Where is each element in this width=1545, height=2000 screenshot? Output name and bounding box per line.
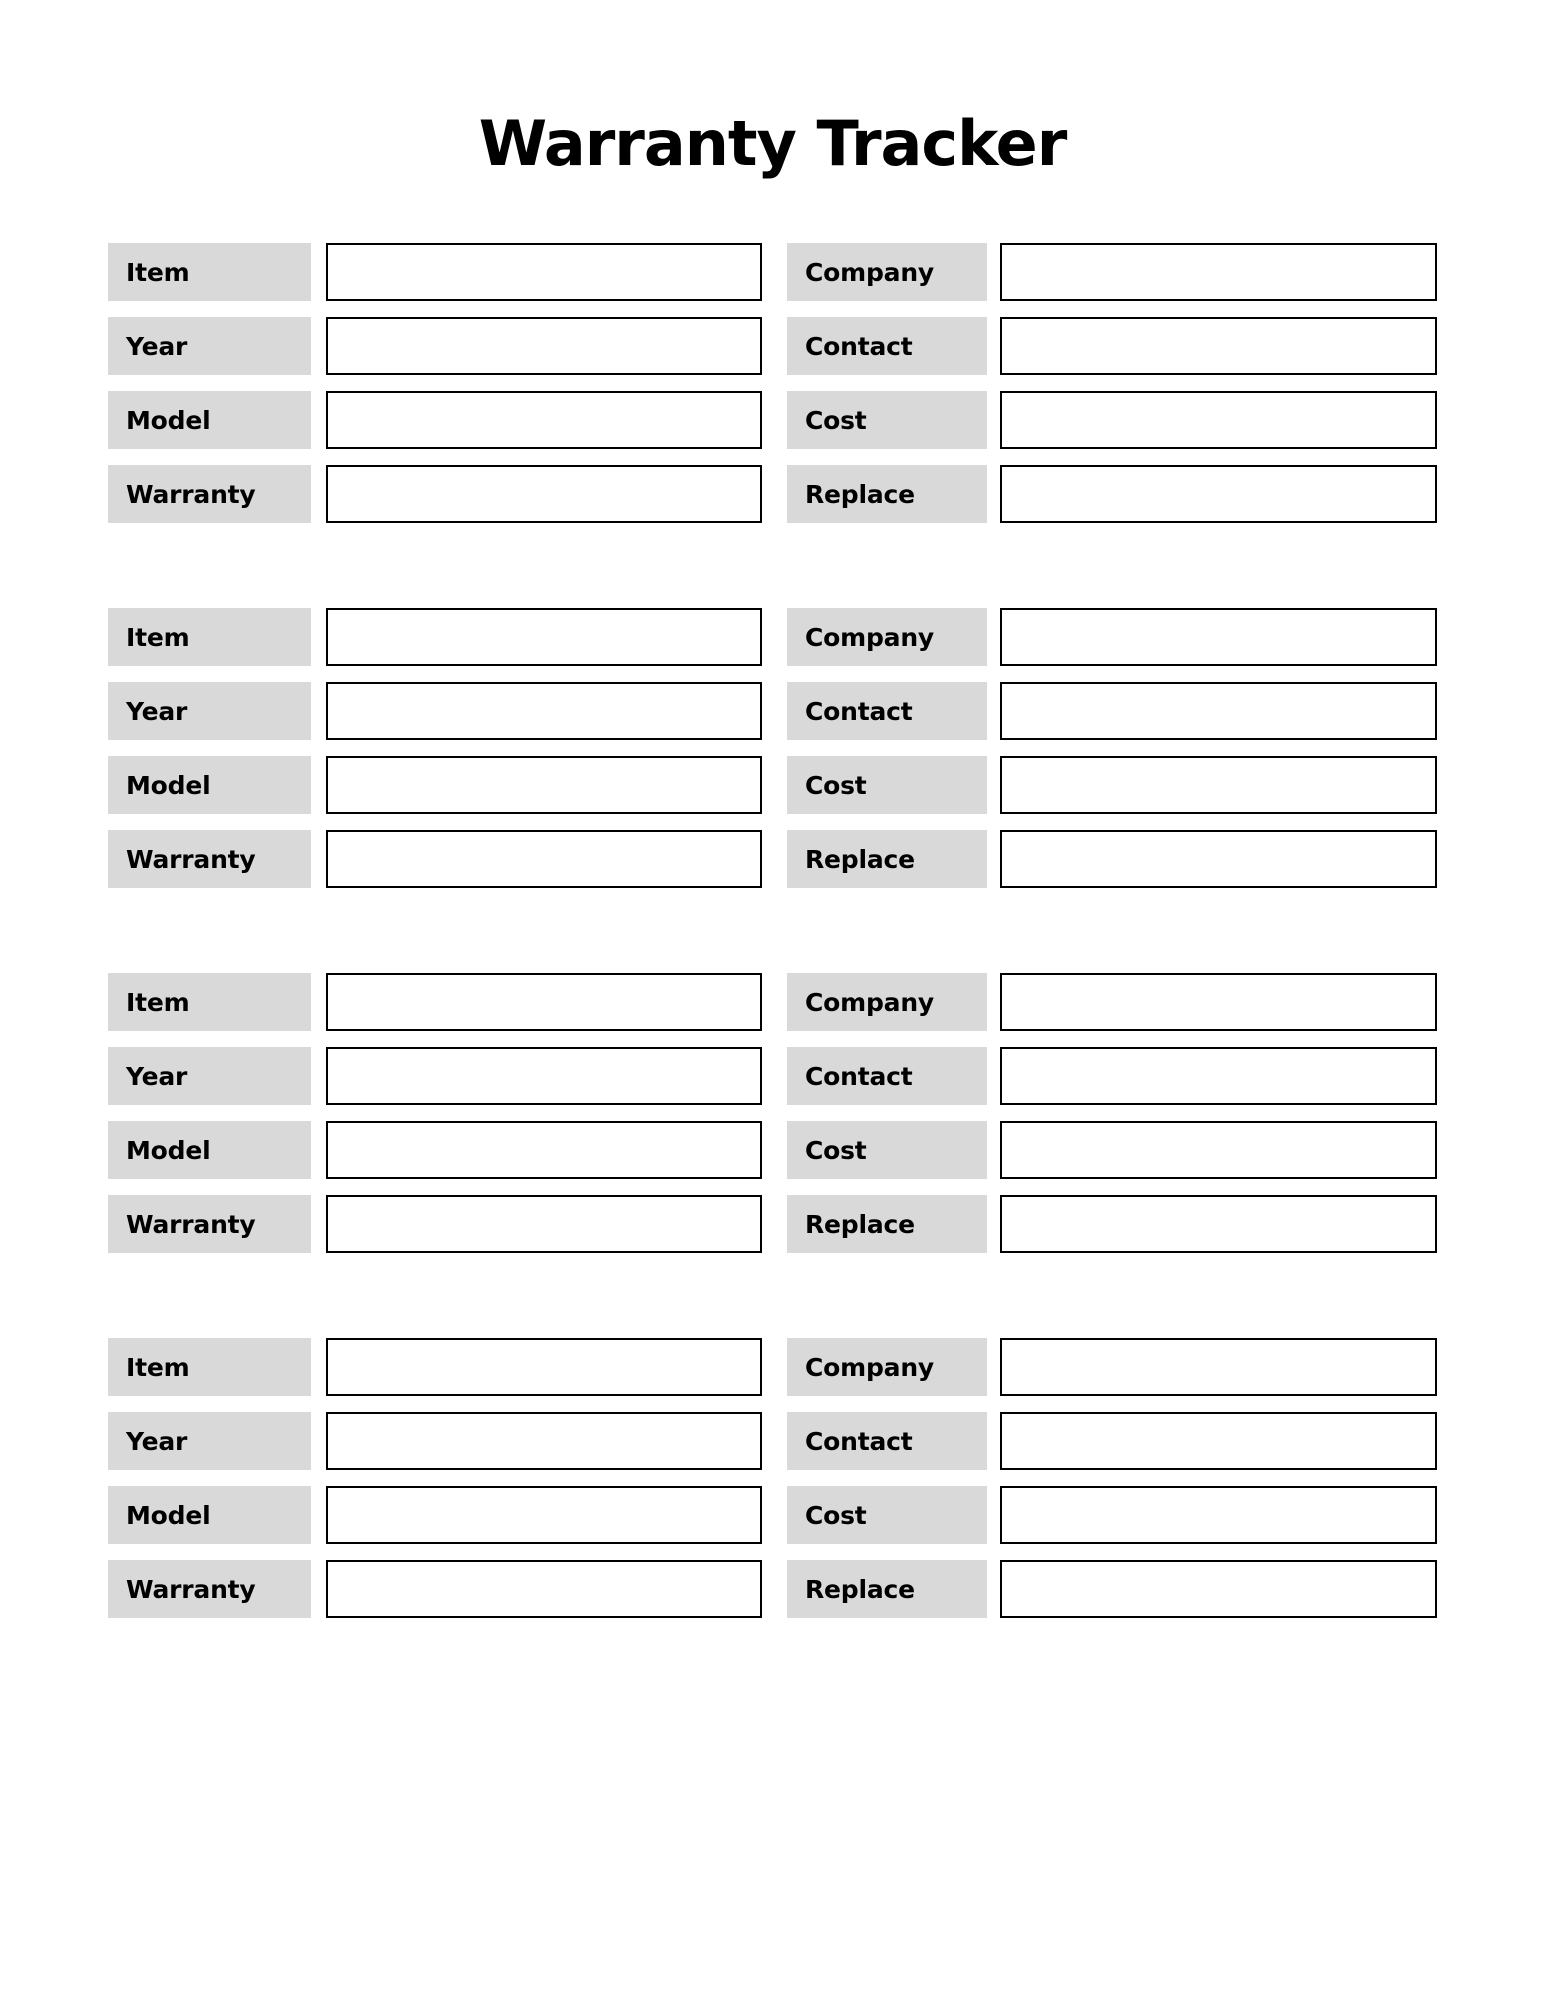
label-contact: Contact bbox=[787, 1047, 987, 1105]
label-model: Model bbox=[108, 1121, 311, 1179]
input-item[interactable] bbox=[326, 608, 762, 666]
label-year: Year bbox=[108, 682, 311, 740]
field-group-contact bbox=[787, 1047, 1437, 1105]
label-item: Item bbox=[108, 243, 311, 301]
field-group-contact bbox=[787, 317, 1437, 375]
field-group-year bbox=[108, 317, 766, 375]
field-group-year bbox=[108, 1047, 766, 1105]
input-replace[interactable] bbox=[1000, 1195, 1437, 1253]
input-year[interactable] bbox=[326, 317, 762, 375]
label-company: Company bbox=[787, 243, 987, 301]
form-row bbox=[108, 608, 1437, 666]
form-row bbox=[108, 391, 1437, 449]
label-model: Model bbox=[108, 756, 311, 814]
label-year: Year bbox=[108, 1047, 311, 1105]
field-group-cost bbox=[787, 1121, 1437, 1179]
input-company[interactable] bbox=[1000, 243, 1437, 301]
warranty-entry-block bbox=[108, 608, 1437, 888]
label-year: Year bbox=[108, 1412, 311, 1470]
label-warranty: Warranty bbox=[108, 1195, 311, 1253]
input-model[interactable] bbox=[326, 1486, 762, 1544]
input-replace[interactable] bbox=[1000, 830, 1437, 888]
field-group-cost bbox=[787, 756, 1437, 814]
field-group-year bbox=[108, 1412, 766, 1470]
form-row bbox=[108, 1047, 1437, 1105]
label-year: Year bbox=[108, 317, 311, 375]
label-cost: Cost bbox=[787, 1486, 987, 1544]
field-group-model bbox=[108, 1121, 766, 1179]
form-row bbox=[108, 1121, 1437, 1179]
field-group-replace bbox=[787, 1195, 1437, 1253]
field-group-model bbox=[108, 756, 766, 814]
form-row bbox=[108, 243, 1437, 301]
field-group-warranty bbox=[108, 830, 766, 888]
field-group-contact bbox=[787, 682, 1437, 740]
field-group-warranty bbox=[108, 1195, 766, 1253]
form-row bbox=[108, 830, 1437, 888]
input-cost[interactable] bbox=[1000, 391, 1437, 449]
warranty-entry-block bbox=[108, 1338, 1437, 1618]
label-cost: Cost bbox=[787, 756, 987, 814]
label-model: Model bbox=[108, 1486, 311, 1544]
input-model[interactable] bbox=[326, 1121, 762, 1179]
field-group-replace bbox=[787, 1560, 1437, 1618]
form-row bbox=[108, 756, 1437, 814]
input-cost[interactable] bbox=[1000, 1121, 1437, 1179]
field-group-item bbox=[108, 973, 766, 1031]
input-replace[interactable] bbox=[1000, 465, 1437, 523]
input-item[interactable] bbox=[326, 973, 762, 1031]
form-row bbox=[108, 1195, 1437, 1253]
input-item[interactable] bbox=[326, 1338, 762, 1396]
label-replace: Replace bbox=[787, 465, 987, 523]
field-group-replace bbox=[787, 465, 1437, 523]
input-warranty[interactable] bbox=[326, 1560, 762, 1618]
input-warranty[interactable] bbox=[326, 830, 762, 888]
warranty-entry-list bbox=[108, 243, 1437, 1618]
input-cost[interactable] bbox=[1000, 756, 1437, 814]
label-company: Company bbox=[787, 973, 987, 1031]
input-model[interactable] bbox=[326, 391, 762, 449]
field-group-company bbox=[787, 608, 1437, 666]
input-cost[interactable] bbox=[1000, 1486, 1437, 1544]
field-group-item bbox=[108, 608, 766, 666]
field-group-item bbox=[108, 1338, 766, 1396]
form-row bbox=[108, 317, 1437, 375]
field-group-model bbox=[108, 1486, 766, 1544]
field-group-company bbox=[787, 973, 1437, 1031]
label-model: Model bbox=[108, 391, 311, 449]
form-row bbox=[108, 1486, 1437, 1544]
label-cost: Cost bbox=[787, 391, 987, 449]
warranty-entry-block bbox=[108, 973, 1437, 1253]
field-group-item bbox=[108, 243, 766, 301]
input-contact[interactable] bbox=[1000, 1047, 1437, 1105]
field-group-warranty bbox=[108, 465, 766, 523]
field-group-cost bbox=[787, 1486, 1437, 1544]
input-company[interactable] bbox=[1000, 973, 1437, 1031]
input-company[interactable] bbox=[1000, 608, 1437, 666]
input-replace[interactable] bbox=[1000, 1560, 1437, 1618]
form-row bbox=[108, 1412, 1437, 1470]
form-row bbox=[108, 682, 1437, 740]
input-warranty[interactable] bbox=[326, 1195, 762, 1253]
field-group-contact bbox=[787, 1412, 1437, 1470]
form-row bbox=[108, 465, 1437, 523]
warranty-entry-block bbox=[108, 243, 1437, 523]
form-row bbox=[108, 1560, 1437, 1618]
label-replace: Replace bbox=[787, 1560, 987, 1618]
input-item[interactable] bbox=[326, 243, 762, 301]
label-item: Item bbox=[108, 608, 311, 666]
input-contact[interactable] bbox=[1000, 682, 1437, 740]
field-group-replace bbox=[787, 830, 1437, 888]
input-year[interactable] bbox=[326, 682, 762, 740]
input-model[interactable] bbox=[326, 756, 762, 814]
input-year[interactable] bbox=[326, 1412, 762, 1470]
label-company: Company bbox=[787, 1338, 987, 1396]
field-group-company bbox=[787, 1338, 1437, 1396]
field-group-year bbox=[108, 682, 766, 740]
label-cost: Cost bbox=[787, 1121, 987, 1179]
label-warranty: Warranty bbox=[108, 1560, 311, 1618]
label-contact: Contact bbox=[787, 682, 987, 740]
form-row bbox=[108, 1338, 1437, 1396]
input-company[interactable] bbox=[1000, 1338, 1437, 1396]
label-company: Company bbox=[787, 608, 987, 666]
form-row bbox=[108, 973, 1437, 1031]
label-item: Item bbox=[108, 1338, 311, 1396]
label-warranty: Warranty bbox=[108, 465, 311, 523]
input-contact[interactable] bbox=[1000, 1412, 1437, 1470]
label-contact: Contact bbox=[787, 317, 987, 375]
input-contact[interactable] bbox=[1000, 317, 1437, 375]
label-item: Item bbox=[108, 973, 311, 1031]
input-warranty[interactable] bbox=[326, 465, 762, 523]
field-group-cost bbox=[787, 391, 1437, 449]
label-warranty: Warranty bbox=[108, 830, 311, 888]
label-replace: Replace bbox=[787, 830, 987, 888]
field-group-model bbox=[108, 391, 766, 449]
label-contact: Contact bbox=[787, 1412, 987, 1470]
page-title: Warranty Tracker bbox=[478, 107, 1067, 180]
field-group-company bbox=[787, 243, 1437, 301]
field-group-warranty bbox=[108, 1560, 766, 1618]
input-year[interactable] bbox=[326, 1047, 762, 1105]
label-replace: Replace bbox=[787, 1195, 987, 1253]
